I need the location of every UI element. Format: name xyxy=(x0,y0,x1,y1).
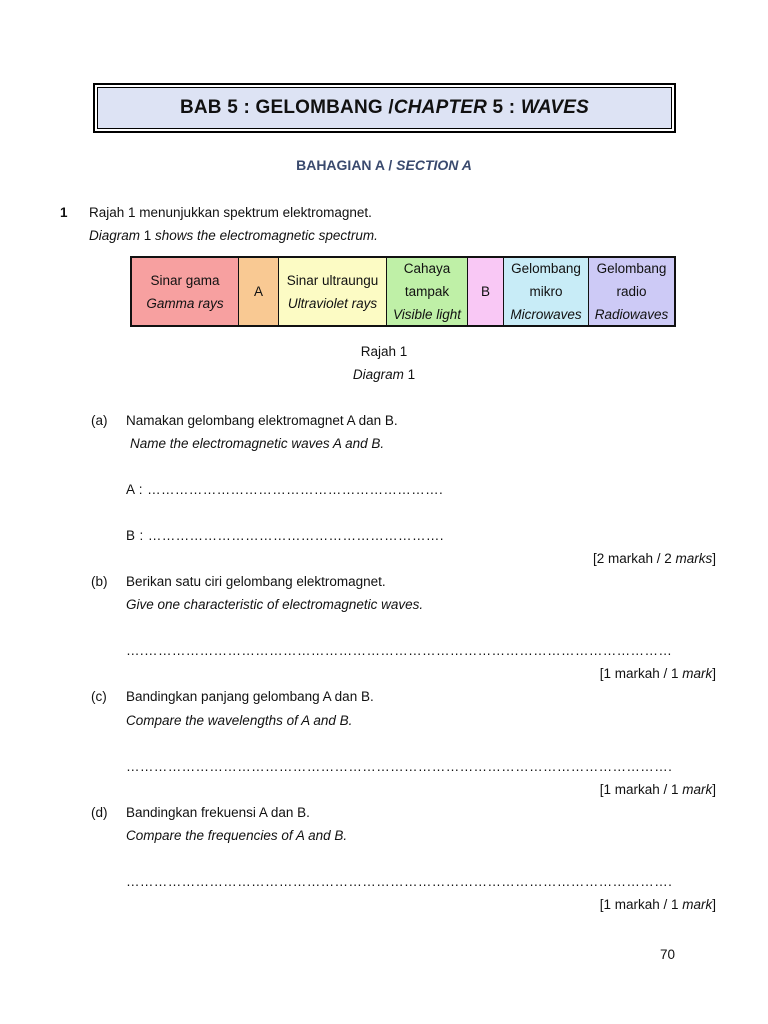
part-d-label: (d) xyxy=(91,805,108,820)
part-b-question-en: Give one characteristic of electromagnetic waves. xyxy=(126,597,424,612)
section-heading xyxy=(0,157,768,173)
spectrum-cell-visible-ms-1: Cahaya xyxy=(403,261,451,276)
spectrum-cell-b-label: B xyxy=(480,284,490,299)
part-b-marks-ms: [1 markah / 1 xyxy=(599,666,683,681)
part-a-question-en: Name the electromagnetic waves A and B. xyxy=(130,436,385,451)
question-number: 1 xyxy=(60,205,68,220)
part-a-question-ms: Namakan gelombang elektromagnet A dan B. xyxy=(126,413,398,428)
chapter-title-en-a: CHAPTER xyxy=(393,97,488,118)
chapter-title-en-b: 5 : xyxy=(487,97,521,118)
part-d-answer-line[interactable]: ………………………………………………………………………………………………………. xyxy=(126,874,673,889)
diagram-caption-en-a: Diagram xyxy=(352,367,404,382)
spectrum-cell-visible-en: Visible light xyxy=(392,307,462,322)
part-a-marks-en: marks xyxy=(675,551,713,566)
spectrum-cell-visible-ms-2: tampak xyxy=(404,284,450,299)
electromagnetic-spectrum-table xyxy=(130,256,676,327)
spectrum-cell-ultraviolet-ms: Sinar ultraungu xyxy=(286,272,379,288)
part-c-question-ms: Bandingkan panjang gelombang A dan B. xyxy=(126,689,374,704)
chapter-title-en-c: WAVES xyxy=(520,97,590,118)
spectrum-cell-gamma-ms: Sinar gama xyxy=(150,272,220,288)
question-stem-en xyxy=(89,228,378,244)
spectrum-cell-a-label: A xyxy=(253,284,263,299)
part-d-marks-en: mark xyxy=(682,897,713,912)
section-heading-ms: BAHAGIAN A / xyxy=(296,157,397,173)
part-b-question-ms: Berikan satu ciri gelombang elektromagnet. xyxy=(126,574,386,589)
diagram-caption-en-b: 1 xyxy=(403,367,416,382)
spectrum-cell-radio-ms-1: Gelombang xyxy=(596,261,667,276)
chapter-title-box xyxy=(93,83,676,133)
part-a-marks-close: ] xyxy=(712,551,716,566)
part-c-marks-en: mark xyxy=(682,782,713,797)
part-c-answer-line[interactable]: ………………………………………………………………………………………………………. xyxy=(126,759,673,774)
spectrum-cell-microwave-en: Microwaves xyxy=(510,307,582,322)
spectrum-cell-radio-en: Radiowaves xyxy=(594,307,669,322)
part-d-marks-close: ] xyxy=(712,897,716,912)
part-c-question-en: Compare the wavelengths of A and B. xyxy=(126,713,353,728)
question-stem-en-c: shows the electromagnetic spectrum. xyxy=(155,228,378,243)
part-b-answer-line[interactable]: ….…………………………………………………………………………………………………… xyxy=(126,643,673,658)
part-c-label: (c) xyxy=(91,689,107,704)
part-b-label: (b) xyxy=(91,574,108,589)
part-a-answer-line-b[interactable]: B : ………………………………………………………. xyxy=(126,528,444,543)
spectrum-cell-microwave-ms-1: Gelombang xyxy=(511,261,581,276)
part-c-marks xyxy=(600,782,716,798)
part-a-answer-line-a[interactable]: A : ………………………………………………………. xyxy=(126,482,444,497)
spectrum-cell-b xyxy=(468,258,504,325)
part-d-marks xyxy=(600,897,716,913)
part-d-question-en: Compare the frequencies of A and B. xyxy=(126,828,348,843)
spectrum-cell-ultraviolet xyxy=(279,258,387,325)
part-b-marks-en: mark xyxy=(682,666,713,681)
diagram-caption-en xyxy=(0,367,768,382)
spectrum-cell-microwave xyxy=(504,258,589,325)
part-a-label: (a) xyxy=(91,413,108,428)
part-d-question-ms: Bandingkan frekuensi A dan B. xyxy=(126,805,310,820)
spectrum-cell-gamma xyxy=(132,258,239,325)
spectrum-cell-visible xyxy=(387,258,468,325)
section-heading-en: SECTION A xyxy=(396,157,472,173)
spectrum-cell-radio-ms-2: radio xyxy=(616,284,647,299)
spectrum-cell-radio xyxy=(589,258,674,325)
question-stem-ms: Rajah 1 menunjukkan spektrum elektromagnet. xyxy=(89,205,372,220)
part-a-marks xyxy=(593,551,716,567)
question-stem-en-a: Diagram xyxy=(89,228,141,243)
part-b-marks-close: ] xyxy=(712,666,716,681)
page-number: 70 xyxy=(660,947,676,962)
spectrum-cell-ultraviolet-en: Ultraviolet rays xyxy=(287,295,378,311)
chapter-title xyxy=(97,87,672,129)
diagram-caption-ms: Rajah 1 xyxy=(360,344,408,359)
spectrum-cell-gamma-en: Gamma rays xyxy=(146,295,224,311)
spectrum-cell-a xyxy=(239,258,279,325)
part-a-marks-ms: [2 markah / 2 xyxy=(592,551,676,566)
part-c-marks-ms: [1 markah / 1 xyxy=(599,782,683,797)
part-d-marks-ms: [1 markah / 1 xyxy=(599,897,683,912)
chapter-title-ms: BAB 5 : GELOMBANG / xyxy=(179,97,394,118)
question-stem-en-b: 1 xyxy=(140,228,156,243)
spectrum-cell-microwave-ms-2: mikro xyxy=(529,284,563,299)
part-b-marks xyxy=(600,666,716,682)
part-c-marks-close: ] xyxy=(712,782,716,797)
